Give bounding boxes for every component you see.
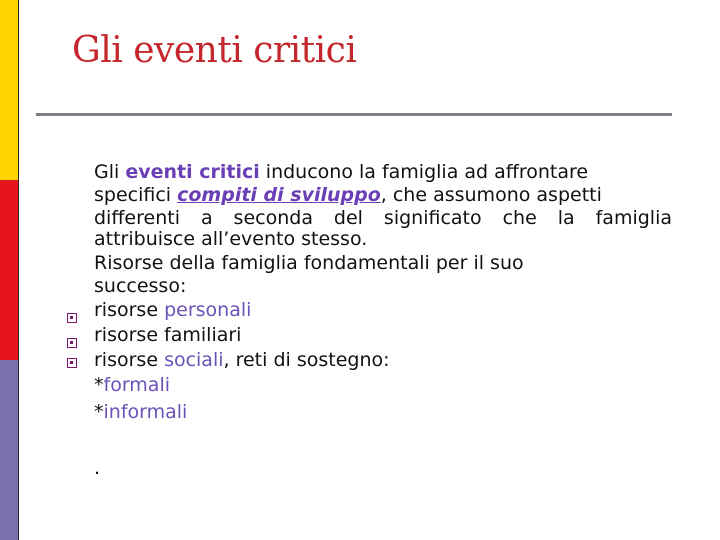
- accent-bar-yellow: [0, 0, 18, 180]
- trailing-period: .: [94, 457, 101, 479]
- paragraph-1-line-3: differenti a seconda del significato che la famiglia: [94, 207, 672, 229]
- title-rule: [36, 113, 672, 116]
- paragraph-2-line-2: successo:: [94, 275, 187, 297]
- paragraph-1-line-1: [94, 160, 672, 184]
- sub-item-marker: *: [94, 374, 104, 396]
- slide-title: Gli eventi critici: [72, 30, 357, 71]
- sub-item-formali: [94, 373, 672, 397]
- sub-item-text: informali: [103, 401, 188, 423]
- accent-divider-line: [18, 0, 19, 540]
- text-segment: , reti di sostegno:: [223, 349, 390, 371]
- bullet-icon: [67, 313, 77, 323]
- accent-bar-red: [0, 180, 18, 360]
- text-segment: risorse: [94, 349, 165, 371]
- emphasis-sociali: sociali: [164, 349, 224, 371]
- sub-item-text: formali: [103, 374, 170, 396]
- text-segment: risorse: [94, 299, 165, 321]
- sub-item-informali: [94, 400, 672, 424]
- text-segment: specifici: [94, 184, 178, 206]
- emphasis-compiti-di-sviluppo: compiti di sviluppo: [177, 184, 381, 206]
- bullet-item-personali: [94, 298, 672, 322]
- paragraph-1-line-2: [94, 183, 672, 207]
- sub-item-marker: *: [94, 401, 104, 423]
- bullet-item-sociali: [94, 348, 672, 372]
- accent-bar-purple: [0, 360, 18, 540]
- text-segment: inducono la famiglia ad affrontare: [259, 161, 589, 183]
- text-segment: risorse familiari: [94, 324, 242, 346]
- text-segment: Gli: [94, 161, 126, 183]
- text-segment: , che assumono aspetti: [380, 184, 602, 206]
- paragraph-1-line-4: attribuisce all’evento stesso.: [94, 228, 368, 250]
- bullet-icon: [67, 338, 77, 348]
- bullet-item-familiari: [94, 323, 672, 347]
- emphasis-eventi-critici: eventi critici: [125, 161, 260, 183]
- bullet-icon: [67, 358, 77, 368]
- emphasis-personali: personali: [164, 299, 252, 321]
- paragraph-2-line-1: Risorse della famiglia fondamentali per il suo: [94, 252, 524, 274]
